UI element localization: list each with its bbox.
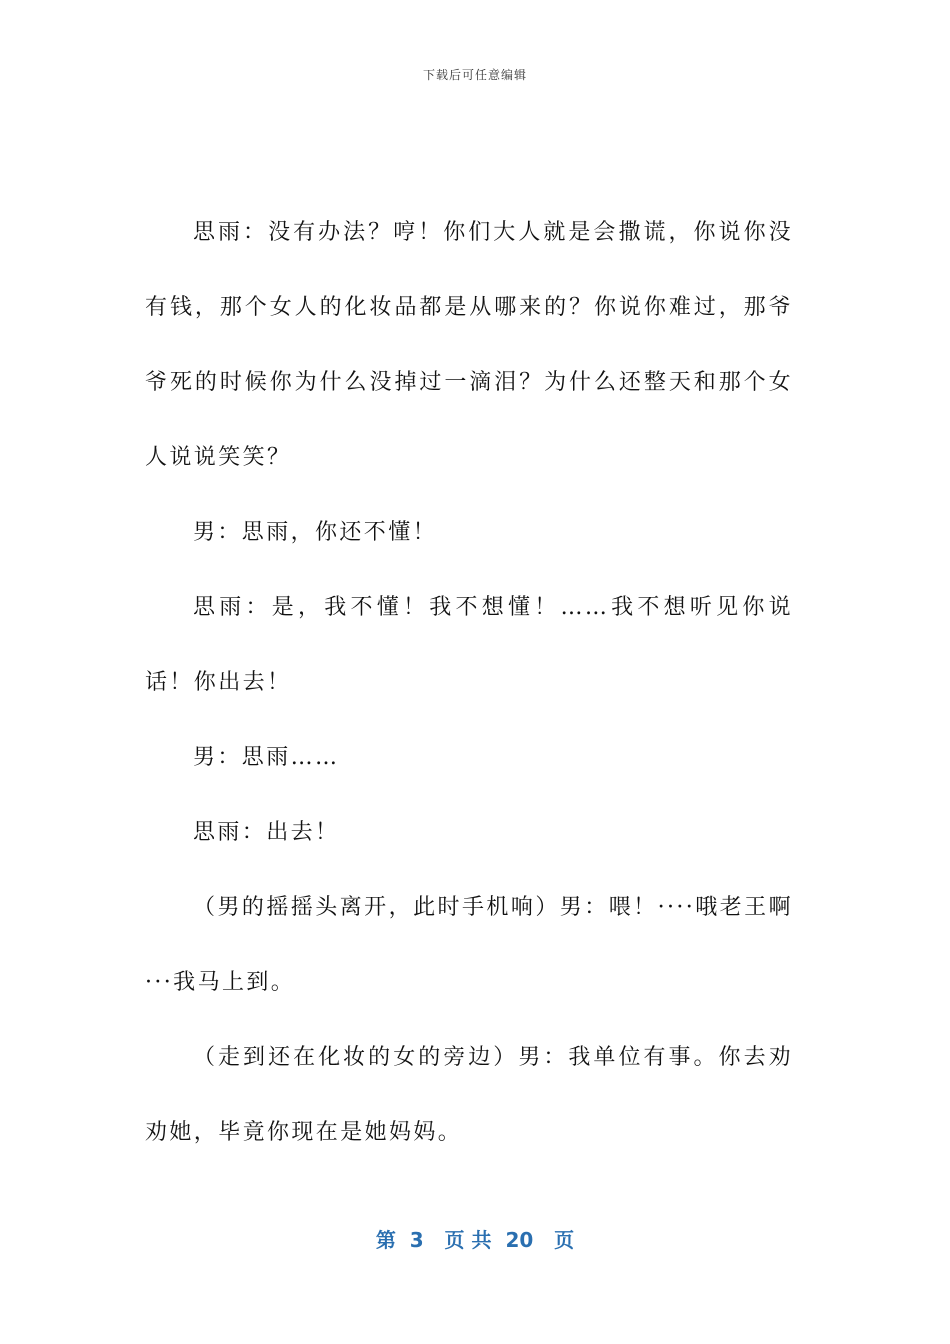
paragraph-3: 思雨：是，我不懂！我不想懂！……我不想听见你说话！你出去！ (145, 595, 793, 695)
page-header: 下载后可任意编辑 (422, 68, 527, 82)
paragraph-7: （走到还在化妆的女的旁边）男：我单位有事。你去劝劝她，毕竟你现在是她妈妈。 (145, 1045, 793, 1145)
paragraph-5: 思雨：出去！ (193, 820, 340, 845)
paragraph-1: 思雨：没有办法？哼！你们大人就是会撒谎，你说你没有钱，那个女人的化妆品都是从哪来的？你说你难过，那爷爷死的时候你为什么没掉过一滴泪？为什么还整天和那个女人说说笑笑？ (145, 220, 793, 470)
paragraph-6: （男的摇摇头离开，此时手机响）男：喂！····哦老王啊···我马上到。 (145, 895, 793, 995)
paragraph-2: 男：思雨，你还不懂！ (193, 520, 438, 545)
page-number-footer: 第 3 页 共 20 页 (375, 1228, 575, 1252)
paragraph-4: 男：思雨…… (193, 745, 340, 770)
document-body (145, 195, 793, 1170)
